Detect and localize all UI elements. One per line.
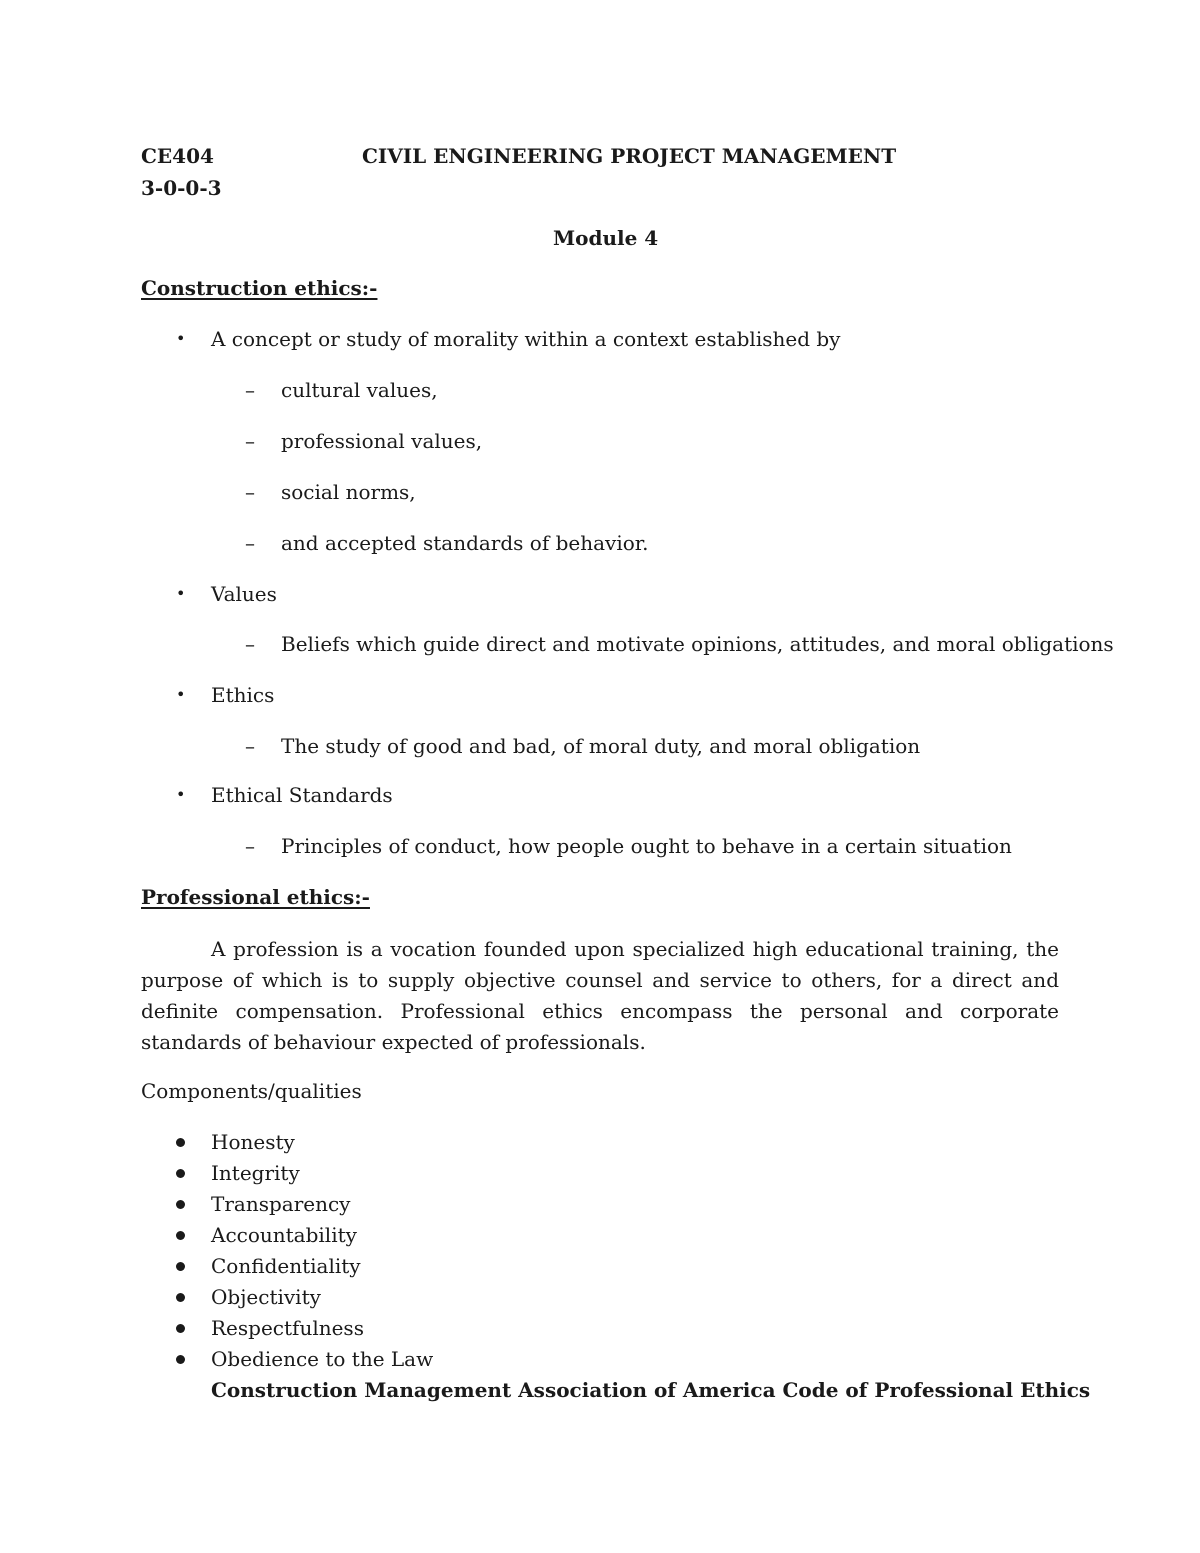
sub-list-item: The study of good and bad, of moral duty, and moral obligation <box>281 734 921 758</box>
list-item: Transparency <box>211 1192 351 1216</box>
list-item: Values <box>211 582 277 606</box>
sub-list-item: professional values, <box>281 429 483 453</box>
list-item: Accountability <box>211 1223 357 1247</box>
dash-icon: – <box>245 378 255 402</box>
list-item: Confidentiality <box>211 1254 361 1278</box>
bullet-icon: • <box>176 685 186 704</box>
dash-icon: – <box>245 531 255 555</box>
sub-list-item: Beliefs which guide direct and motivate opinions, attitudes, and moral obligations <box>281 632 1114 656</box>
sub-list-item: social norms, <box>281 480 416 504</box>
bullet-icon: • <box>176 584 186 603</box>
sub-list-item: cultural values, <box>281 378 438 402</box>
bullet-icon: • <box>176 329 186 348</box>
list-item: Obedience to the Law <box>211 1347 434 1371</box>
dash-icon: – <box>245 480 255 504</box>
sub-list-item: Principles of conduct, how people ought to behave in a certain situation <box>281 834 1012 858</box>
module-title: Module 4 <box>553 226 659 250</box>
list-item: Honesty <box>211 1130 295 1154</box>
bullet-icon <box>176 1138 185 1147</box>
cmaa-code-heading: Construction Management Association of America Code of Professional Ethics <box>211 1378 1091 1402</box>
dash-icon: – <box>245 632 255 656</box>
dash-icon: – <box>245 834 255 858</box>
bullet-icon: • <box>176 785 186 804</box>
bullet-icon <box>176 1293 185 1302</box>
list-item: Integrity <box>211 1161 300 1185</box>
course-code: CE404 <box>141 144 214 168</box>
list-item: A concept or study of morality within a context established by <box>211 327 841 351</box>
list-item: Objectivity <box>211 1285 321 1309</box>
bullet-icon <box>176 1169 185 1178</box>
components-label: Components/qualities <box>141 1079 362 1103</box>
sub-list-item: and accepted standards of behavior. <box>281 531 649 555</box>
bullet-icon <box>176 1231 185 1240</box>
construction-ethics-heading: Construction ethics:- <box>141 276 378 300</box>
list-item: Ethical Standards <box>211 783 393 807</box>
professional-ethics-heading: Professional ethics:- <box>141 885 370 909</box>
professional-ethics-paragraph: A profession is a vocation founded upon specialized high educational training, the purpose of which is to supply objective counsel and service to others, for a direct and definite compensation. Professional ethics encompass the personal and corporate standards of behaviour expected of professionals. <box>141 937 1059 1054</box>
bullet-icon <box>176 1324 185 1333</box>
list-item: Respectfulness <box>211 1316 364 1340</box>
course-title: CIVIL ENGINEERING PROJECT MANAGEMENT <box>362 144 897 168</box>
list-item: Ethics <box>211 683 275 707</box>
bullet-icon <box>176 1355 185 1364</box>
bullet-icon <box>176 1262 185 1271</box>
bullet-icon <box>176 1200 185 1209</box>
dash-icon: – <box>245 734 255 758</box>
course-credits: 3-0-0-3 <box>141 176 222 200</box>
dash-icon: – <box>245 429 255 453</box>
